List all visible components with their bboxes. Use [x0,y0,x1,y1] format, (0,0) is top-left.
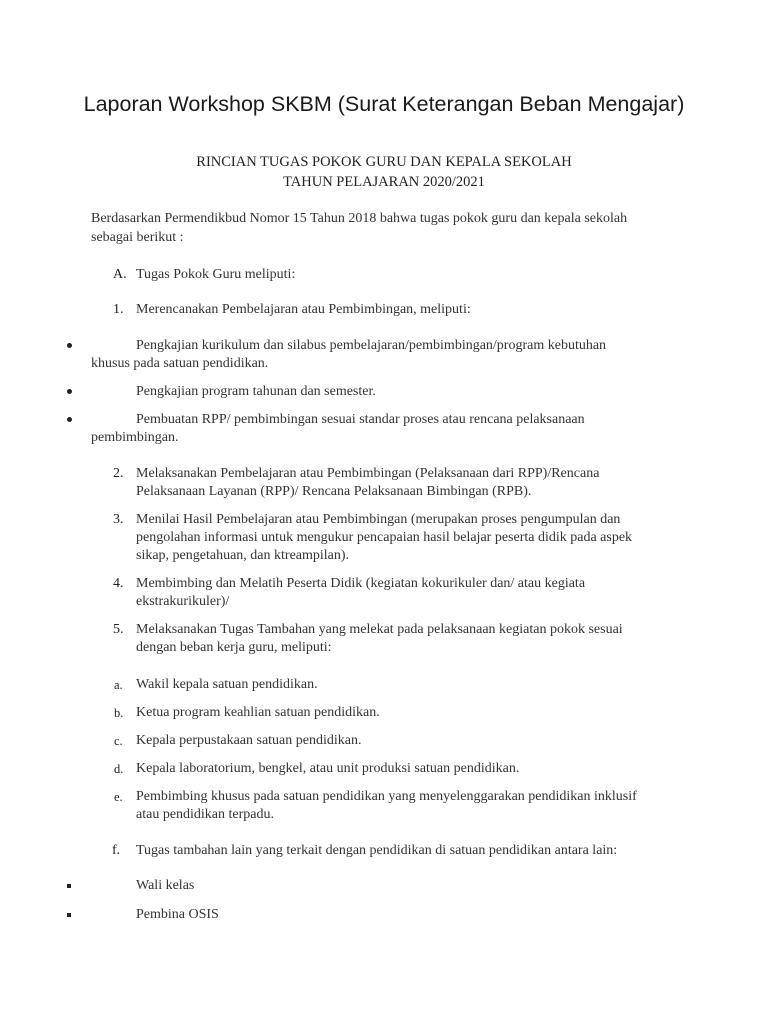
lettered-item-f-marker: f. [112,843,121,858]
numbered-item-1-line-1: Merencanakan Pembelajaran atau Pembimbingan, meliputi: [136,302,471,317]
numbered-item-2-line-2: Pelaksanaan Layanan (RPP)/ Rencana Pelaksanaan Bimbingan (RPB). [136,484,532,499]
lettered-item-f-text: Tugas tambahan lain yang terkait dengan pendidikan di satuan pendidikan antara lain: [136,843,618,858]
bullet-3-line-1: Pembuatan RPP/ pembimbingan sesuai standar proses atau rencana pelaksanaan [136,412,585,427]
document-title: Laporan Workshop SKBM (Surat Keterangan Beban Mengajar) [83,92,685,116]
lettered-item-e-marker: e. [114,790,123,804]
square-bullet-1-text: Wali kelas [136,878,195,893]
section-a-text: Tugas Pokok Guru meliputi: [136,267,296,282]
intro-line-2: sebagai berikut : [91,230,184,245]
lettered-item-a-text: Wakil kepala satuan pendidikan. [136,677,318,692]
bullet-1-line-1: Pengkajian kurikulum dan silabus pembelajaran/pembimbingan/program kebutuhan [136,338,607,353]
numbered-item-5-line-2: dengan beban kerja guru, meliputi: [136,640,332,655]
lettered-item-c-marker: c. [114,734,123,748]
bullet-2-line-1: Pengkajian program tahunan dan semester. [136,384,376,399]
square-bullet [67,884,71,888]
numbered-item-4-line-1: Membimbing dan Melatih Peserta Didik (kegiatan kokurikuler dan/ atau kegiata [136,576,586,591]
square-bullet-2-text: Pembina OSIS [136,907,219,922]
numbered-item-4-line-2: ekstrakurikuler)/ [136,594,230,609]
bullet-1-line-2: khusus pada satuan pendidikan. [91,356,269,371]
numbered-item-3-line-1: Menilai Hasil Pembelajaran atau Pembimbingan (merupakan proses pengumpulan dan [136,512,621,527]
lettered-item-b-marker: b. [114,706,124,720]
lettered-item-e-line-2: atau pendidikan terpadu. [136,807,275,822]
lettered-item-b-text: Ketua program keahlian satuan pendidikan. [136,705,380,720]
numbered-item-3-marker: 3. [113,512,124,527]
lettered-item-a-marker: a. [114,678,123,692]
numbered-item-5-marker: 5. [113,622,124,637]
bullet-dot [67,389,72,394]
square-bullet [67,913,71,917]
lettered-item-d-text: Kepala laboratorium, bengkel, atau unit produksi satuan pendidikan. [136,761,520,776]
subtitle-line-1: RINCIAN TUGAS POKOK GURU DAN KEPALA SEKOLAH [196,154,572,170]
subtitle-line-2: TAHUN PELAJARAN 2020/2021 [283,174,485,190]
numbered-item-3-line-3: sikap, pengetahuan, dan ktreampilan). [136,548,350,563]
intro-line-1: Berdasarkan Permendikbud Nomor 15 Tahun 2018 bahwa tugas pokok guru dan kepala sekolah [91,211,628,226]
numbered-item-5-line-1: Melaksanakan Tugas Tambahan yang melekat pada pelaksanaan kegiatan pokok sesuai [136,622,623,637]
bullet-3-line-2: pembimbingan. [91,430,179,445]
numbered-item-4-marker: 4. [113,576,124,591]
numbered-item-1-marker: 1. [113,302,124,317]
numbered-item-3-line-2: pengolahan informasi untuk mengukur pencapaian hasil belajar peserta didik pada aspek [136,530,633,545]
lettered-item-e-line-1: Pembimbing khusus pada satuan pendidikan yang menyelenggarakan pendidikan inklusif [136,789,637,804]
numbered-item-2-line-1: Melaksanakan Pembelajaran atau Pembimbingan (Pelaksanaan dari RPP)/Rencana [136,466,600,481]
lettered-item-d-marker: d. [114,762,124,776]
bullet-dot [67,417,72,422]
bullet-dot [67,343,72,348]
section-a-marker: A. [113,267,127,282]
lettered-item-c-text: Kepala perpustakaan satuan pendidikan. [136,733,362,748]
numbered-item-2-marker: 2. [113,466,124,481]
